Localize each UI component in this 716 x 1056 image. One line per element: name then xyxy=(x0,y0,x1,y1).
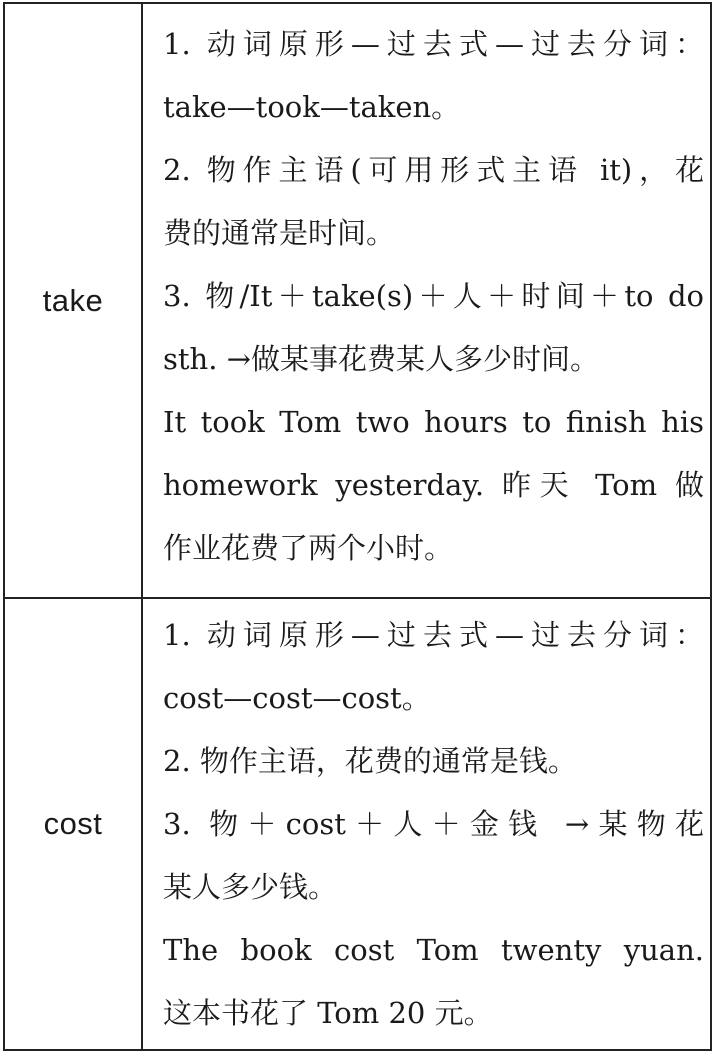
term-cell xyxy=(5,4,143,597)
example-line: homework yesterday. 昨天 Tom 做 xyxy=(163,468,704,502)
rule-line: 3. 物＋cost＋人＋金钱 →某物花 xyxy=(163,807,704,841)
rule-line: sth. →做某事花费某人多少时间。 xyxy=(163,342,599,376)
rule-line: 1. 动词原形—过去式—过去分词： xyxy=(163,27,704,61)
term-label: take xyxy=(42,282,104,318)
rule-line: 3. 物/It＋take(s)＋人＋时间＋to do xyxy=(163,279,704,313)
example-line: 这本书花了 Tom 20 元。 xyxy=(163,996,493,1030)
term-label: cost xyxy=(43,806,103,841)
rule-line: 某人多少钱。 xyxy=(163,870,338,904)
table-row-cost xyxy=(5,599,710,1049)
example-line: It took Tom two hours to finish his xyxy=(163,405,704,439)
table-row-take xyxy=(5,4,710,599)
example-line: The book cost Tom twenty yuan. xyxy=(163,933,704,967)
rule-line: 2. 物作主语(可用形式主语 it)，花 xyxy=(163,153,704,187)
rule-line: 1. 动词原形—过去式—过去分词： xyxy=(163,618,704,652)
vocabulary-table xyxy=(3,2,712,1051)
term-cell xyxy=(5,599,143,1049)
rule-line: cost—cost—cost。 xyxy=(163,681,431,715)
explanation-cell xyxy=(143,599,710,1049)
rule-line: take—took—taken。 xyxy=(163,90,461,124)
rule-line: 费的通常是时间。 xyxy=(163,216,396,250)
rule-line: 2. 物作主语，花费的通常是钱。 xyxy=(163,744,577,778)
explanation-cell xyxy=(143,4,710,597)
example-line: 作业花费了两个小时。 xyxy=(163,531,454,565)
